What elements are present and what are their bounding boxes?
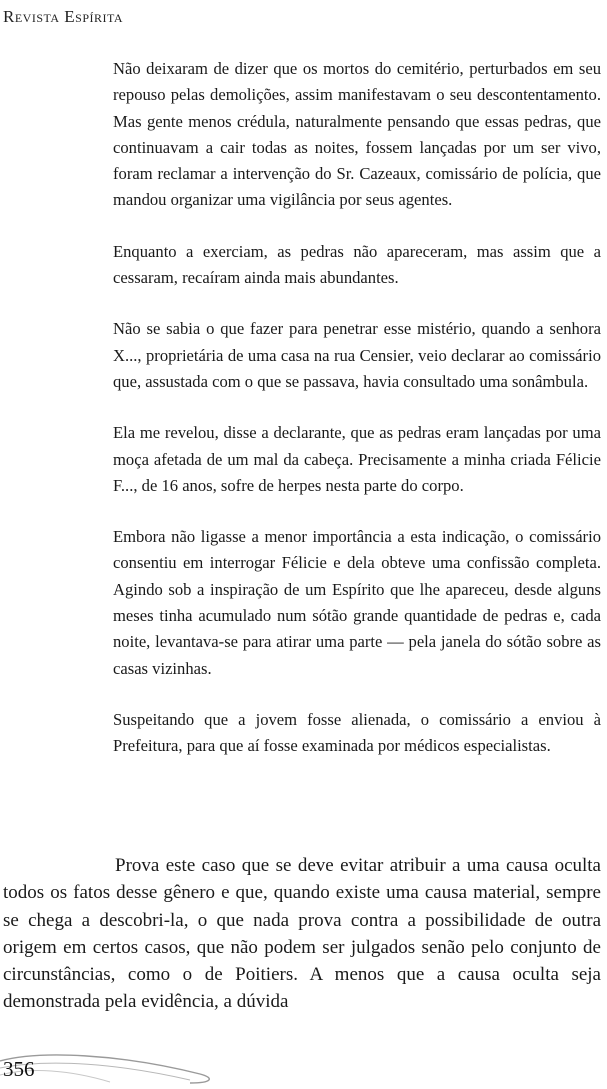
quote-paragraph: Enquanto a exerciam, as pedras não apareceram, mas assim que a cessaram, recaíram ainda mais abundantes. <box>113 241 601 288</box>
decorative-swoosh <box>0 1052 240 1089</box>
quoted-passage <box>113 56 601 785</box>
running-title: Revista Espírita <box>3 7 124 26</box>
quote-paragraph: Suspeitando que a jovem fosse alienada, o comissário a enviou à Prefeitura, para que aí fosse examinada por médicos especialistas. <box>113 709 601 756</box>
quote-paragraph: Não se sabia o que fazer para penetrar esse mistério, quando a senhora X..., proprietária de uma casa na rua Censier, veio declarar ao comissário que, assustada com o que se passava, havia consultado uma sonâmbula. <box>113 319 601 391</box>
quote-paragraph: Embora não ligasse a menor importância a esta indicação, o comissário consentiu em interrogar Félicie e dela obteve uma confissão completa. Agindo sob a inspiração de um Espírito que lhe apareceu, desde alguns meses tinha acumulado num sótão grande quantidade de pedras e, cada noite, levantava-se para atirar uma parte — pela janela do sótão sobre as casas vizinhas. <box>113 527 601 678</box>
body-text <box>3 852 601 1016</box>
quote-paragraph: Não deixaram de dizer que os mortos do cemitério, perturbados em seu repouso pelas demolições, assim manifestavam o seu descontentamento. Mas gente menos crédula, naturalmente pensando que essas pedras, que continuavam a cair todas as noites, fossem lançadas por um ser vivo, foram reclamar a intervenção do Sr. Cazeaux, comissário de polícia, que mandou organizar uma vigilância por seus agentes. <box>113 59 601 210</box>
quote-paragraph: Ela me revelou, disse a declarante, que as pedras eram lançadas por uma moça afetada de um mal da cabeça. Precisamente a minha criada Félicie F..., de 16 anos, sofre de herpes nesta parte do corpo. <box>113 423 601 495</box>
body-paragraph: Prova este caso que se deve evitar atribuir a uma causa oculta todos os fatos desse gênero e que, quando existe uma causa material, sempre se chega a descobri-la, o que nada prova contra a possibilidade de outra origem em certos casos, que não podem ser julgados senão pelo conjunto de circunstâncias, como o de Poitiers. A menos que a causa oculta seja demonstrada pela evidência, a dúvida <box>3 855 601 1013</box>
page-number: 356 <box>3 1057 35 1081</box>
